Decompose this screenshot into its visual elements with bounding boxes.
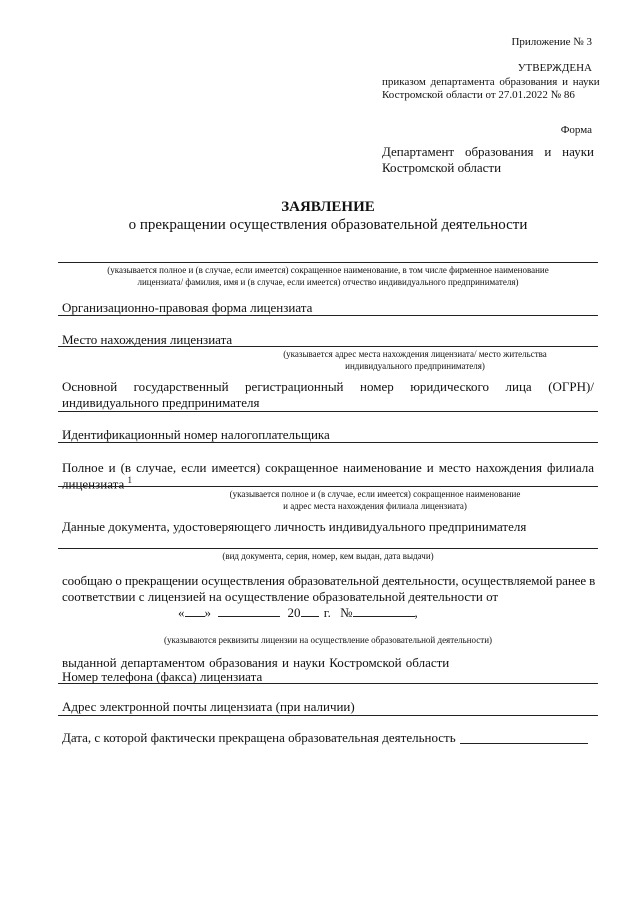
stop-date-label: Дата, с которой фактически прекращена образовательная деятельность — [62, 730, 456, 745]
license-number-blank[interactable] — [353, 616, 415, 617]
branch-caption-2: и адрес места нахождения филиала лицензиата) — [283, 501, 467, 511]
branch-footnote-mark: 1 — [127, 475, 133, 485]
org-form-line[interactable] — [58, 315, 598, 316]
date-year-prefix: 20 — [287, 605, 301, 620]
license-caption: (указываются реквизиты лицензии на осуществление образовательной деятельности) — [163, 635, 493, 645]
date-close-quote: » — [204, 605, 211, 620]
branch-line[interactable] — [58, 486, 598, 487]
id-doc-caption: (вид документа, серия, номер, кем выдан, дата выдачи) — [222, 551, 434, 561]
id-doc-label: Данные документа, удостоверяющего личность индивидуального предпринимателя — [62, 519, 527, 534]
order-line-2: Костромской области от 27.01.2022 № 86 — [382, 89, 575, 101]
phone-line[interactable] — [58, 683, 598, 684]
location-label: Место нахождения лицензиата — [62, 332, 233, 347]
date-year-blank[interactable] — [301, 616, 319, 617]
notice-line-1: сообщаю о прекращении осуществления образовательной деятельности, осуществляемой ранее в — [62, 573, 596, 588]
location-caption-1: (указывается адрес места нахождения лицензиата/ место жительства — [283, 349, 547, 359]
order-line-1: приказом департамента образования и науки — [382, 76, 600, 88]
notice-line-2: соответствии с лицензией на осуществление образовательной деятельности от — [62, 589, 499, 604]
licensee-name-line[interactable] — [58, 262, 598, 263]
ogrn-line[interactable] — [58, 411, 598, 412]
org-form-label: Организационно-правовая форма лицензиата — [62, 300, 313, 315]
form-label: Форма — [560, 124, 592, 136]
licensee-name-caption-2: лицензиата/ фамилия, имя и (в случае, если имеется) отчество индивидуального предпринимателя) — [137, 277, 519, 287]
ogrn-label-1: Основной государственный регистрационный номер юридического лица (ОГРН)/ — [62, 379, 594, 394]
date-month-blank[interactable] — [218, 616, 280, 617]
inn-label: Идентификационный номер налогоплательщика — [62, 427, 330, 442]
licensee-name-caption-1: (указывается полное и (в случае, если имеется) сокращенное наименование, в том числе фирменное наименование — [107, 265, 549, 275]
email-label: Адрес электронной почты лицензиата (при наличии) — [62, 699, 355, 714]
document-subtitle: о прекращении осуществления образовательной деятельности — [128, 217, 528, 233]
phone-label: Номер телефона (факса) лицензиата — [62, 669, 263, 684]
addressee-line-1: Департамент образования и науки — [382, 144, 594, 159]
approved-label: УТВЕРЖДЕНА — [517, 62, 592, 74]
email-line[interactable] — [58, 715, 598, 716]
branch-label-2-text: лицензиата — [62, 476, 125, 492]
id-doc-line[interactable] — [58, 548, 598, 549]
issued-by-text: выданной департаментом образования и науки Костромской области — [62, 655, 450, 670]
inn-line[interactable] — [58, 442, 598, 443]
document-title: ЗАЯВЛЕНИЕ — [281, 199, 375, 215]
branch-caption-1: (указывается полное и (в случае, если имеется) сокращенное наименование — [229, 489, 521, 499]
date-open-quote: « — [178, 605, 185, 620]
license-date-row — [178, 605, 418, 621]
branch-label-2 — [62, 475, 132, 492]
date-comma: , — [414, 605, 418, 620]
date-year-suffix: г. — [323, 605, 331, 620]
location-line[interactable] — [58, 346, 598, 347]
appendix-label: Приложение № 3 — [511, 36, 592, 48]
number-sign: № — [340, 605, 353, 620]
addressee-line-2: Костромской области — [382, 160, 502, 175]
location-caption-2: индивидуального предпринимателя) — [345, 361, 485, 371]
ogrn-label-2: индивидуального предпринимателя — [62, 395, 260, 410]
stop-date-line[interactable] — [460, 743, 588, 744]
date-day-blank[interactable] — [185, 616, 205, 617]
branch-label-1: Полное и (в случае, если имеется) сокращенное наименование и место нахождения филиала — [62, 460, 594, 475]
